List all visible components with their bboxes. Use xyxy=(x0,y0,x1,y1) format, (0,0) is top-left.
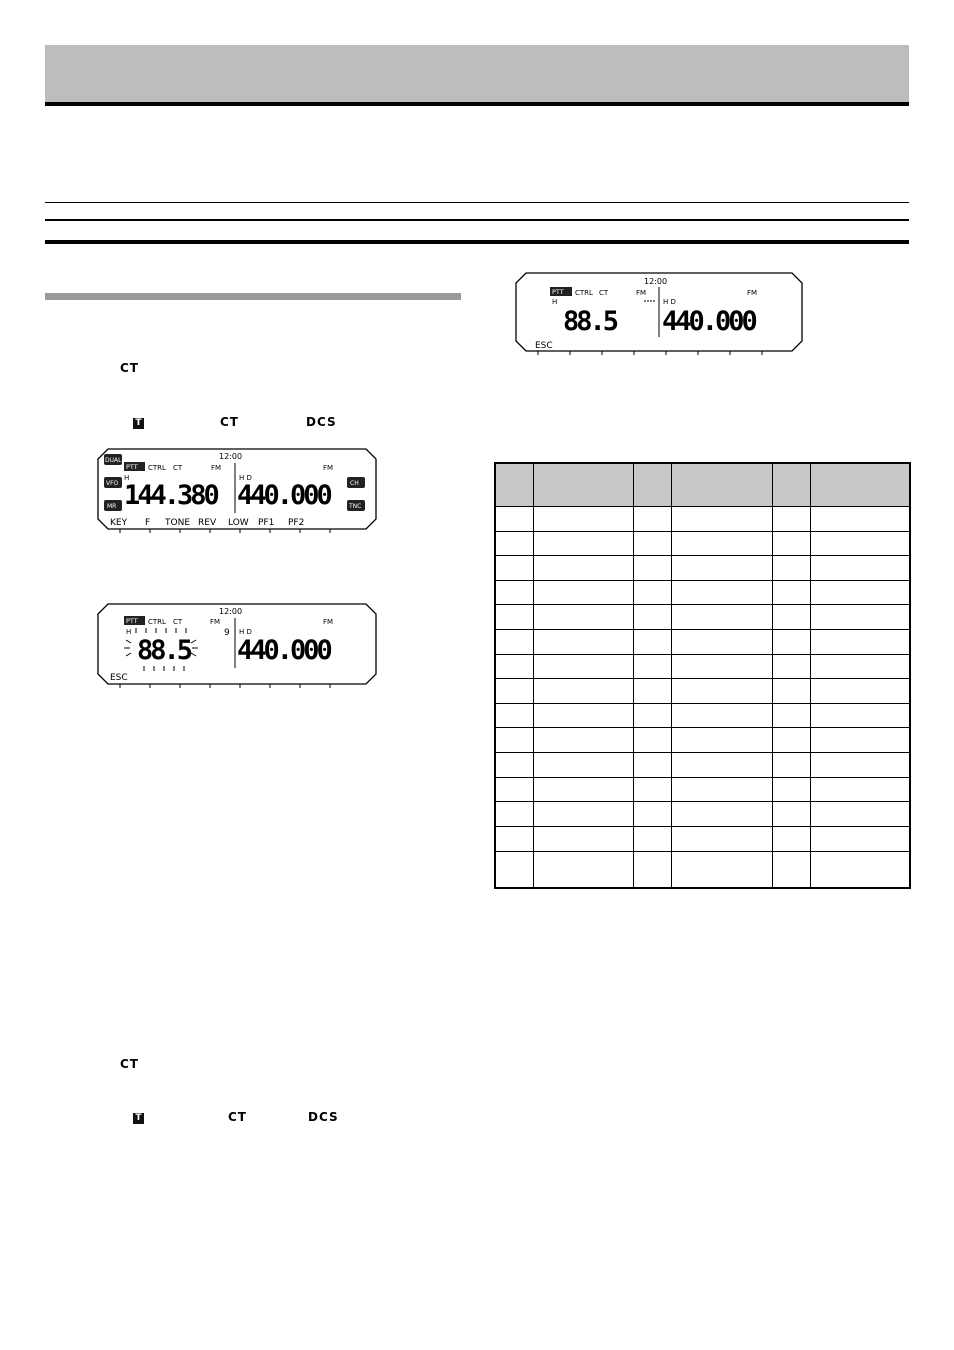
table-cell xyxy=(671,556,772,581)
tone-key-icon: T xyxy=(133,418,144,429)
table-row xyxy=(495,630,910,655)
table-cell xyxy=(495,851,533,888)
table-cell xyxy=(495,556,533,581)
lcd-right-indicators: H D xyxy=(663,298,676,306)
table-cell xyxy=(633,753,671,778)
table-cell xyxy=(633,851,671,888)
table-cell xyxy=(671,753,772,778)
table-cell xyxy=(495,703,533,728)
lcd-right-indicators: H D xyxy=(239,628,252,636)
table-cell xyxy=(772,679,810,704)
table-cell xyxy=(495,531,533,556)
dcs-key-icon: DCS xyxy=(306,415,337,429)
softkey-pf1: PF1 xyxy=(258,518,275,528)
table-cell xyxy=(495,753,533,778)
lcd-tone-value: 88.5 xyxy=(137,635,191,666)
table-cell xyxy=(533,605,633,630)
table-cell xyxy=(495,728,533,753)
table-cell xyxy=(633,679,671,704)
table-cell xyxy=(671,728,772,753)
header-rule xyxy=(45,102,909,106)
table-cell xyxy=(533,556,633,581)
table-cell xyxy=(810,826,910,851)
table-cell xyxy=(633,556,671,581)
table-row xyxy=(495,851,910,888)
lcd-badge-ctrl: CTRL xyxy=(148,618,166,626)
table-cell xyxy=(772,556,810,581)
lcd-right-frequency: 440.000 xyxy=(237,480,330,511)
softkey-key: KEY xyxy=(110,518,128,528)
table-cell xyxy=(533,728,633,753)
column-header xyxy=(495,463,533,507)
lcd-power: H xyxy=(552,298,558,306)
table-cell xyxy=(495,826,533,851)
table-cell xyxy=(671,826,772,851)
table-cell xyxy=(671,507,772,532)
table-cell xyxy=(772,753,810,778)
table-cell xyxy=(533,802,633,827)
table-cell xyxy=(633,630,671,655)
lcd-badge-ptt: PTT xyxy=(126,617,138,625)
table-cell xyxy=(533,753,633,778)
lcd-left-mode: FM xyxy=(636,289,647,297)
table-cell xyxy=(495,605,533,630)
table-cell xyxy=(495,654,533,679)
table-row xyxy=(495,777,910,802)
table-cell xyxy=(671,679,772,704)
lcd-tone-set-display xyxy=(514,271,804,359)
softkey-esc: ESC xyxy=(535,341,553,351)
ct-key-icon: CT xyxy=(220,415,239,429)
dcs-key-icon: DCS xyxy=(308,1110,339,1124)
table-row xyxy=(495,605,910,630)
table-cell xyxy=(810,851,910,888)
lcd-tag-mr: MR xyxy=(107,503,117,510)
table-cell xyxy=(671,703,772,728)
table-cell xyxy=(810,531,910,556)
table-cell xyxy=(495,507,533,532)
lcd-clock: 12:00 xyxy=(644,277,668,286)
table-cell xyxy=(772,531,810,556)
column-header xyxy=(533,463,633,507)
lcd-left-mode: FM xyxy=(211,464,222,472)
table-cell xyxy=(533,679,633,704)
table-cell xyxy=(533,654,633,679)
lcd-tag-ch: CH xyxy=(350,480,359,487)
table-cell xyxy=(633,728,671,753)
table-cell xyxy=(495,802,533,827)
table-cell xyxy=(810,507,910,532)
table-cell xyxy=(671,851,772,888)
lcd-tone-select-display xyxy=(96,602,378,690)
table-row xyxy=(495,802,910,827)
table-cell xyxy=(772,630,810,655)
lcd-right-mode: FM xyxy=(323,618,334,626)
softkey-rev: REV xyxy=(198,518,217,528)
table-cell xyxy=(633,580,671,605)
column-header xyxy=(633,463,671,507)
column-header xyxy=(772,463,810,507)
lcd-right-frequency: 440.000 xyxy=(662,306,755,337)
lcd-right-mode: FM xyxy=(323,464,334,472)
table-row xyxy=(495,556,910,581)
table-cell xyxy=(495,630,533,655)
table-cell xyxy=(810,802,910,827)
section-heading-bar xyxy=(45,293,461,300)
table-cell xyxy=(772,802,810,827)
table-cell xyxy=(533,826,633,851)
table-cell xyxy=(633,802,671,827)
table-cell xyxy=(772,654,810,679)
table-cell xyxy=(633,531,671,556)
lcd-side-mark: 9 xyxy=(224,628,230,638)
lcd-right-indicators: H D xyxy=(239,474,252,482)
lcd-tone-value: 88.5 xyxy=(563,306,617,337)
lcd-main-display xyxy=(96,447,378,535)
lcd-tag-tnc: TNC xyxy=(349,503,362,510)
divider-mid xyxy=(45,219,909,221)
table-cell xyxy=(495,580,533,605)
lcd-left-power: H xyxy=(124,474,130,482)
table-cell xyxy=(810,679,910,704)
table-cell xyxy=(810,703,910,728)
table-row xyxy=(495,826,910,851)
table-cell xyxy=(671,580,772,605)
table-cell xyxy=(533,851,633,888)
tone-key-icon: T xyxy=(133,1113,144,1124)
table-cell xyxy=(810,580,910,605)
table-row xyxy=(495,531,910,556)
lcd-badge-ct: CT xyxy=(173,618,183,626)
table-cell xyxy=(810,654,910,679)
table-cell xyxy=(810,777,910,802)
ct-key-icon: CT xyxy=(120,1057,139,1071)
column-header xyxy=(671,463,772,507)
table-cell xyxy=(533,507,633,532)
table-cell xyxy=(633,605,671,630)
softkey-pf2: PF2 xyxy=(288,518,305,528)
table-cell xyxy=(671,654,772,679)
table-cell xyxy=(533,703,633,728)
table-row xyxy=(495,654,910,679)
table-cell xyxy=(772,851,810,888)
table-cell xyxy=(772,507,810,532)
ct-key-icon: CT xyxy=(228,1110,247,1124)
table-cell xyxy=(633,703,671,728)
table-row xyxy=(495,728,910,753)
table-row xyxy=(495,753,910,778)
table-cell xyxy=(772,703,810,728)
softkey-f: F xyxy=(145,518,151,528)
lcd-badge-ct: CT xyxy=(173,464,183,472)
column-header xyxy=(810,463,910,507)
lcd-badge-ptt: PTT xyxy=(552,288,564,296)
lcd-tag-vfo: VFO xyxy=(106,480,119,487)
table-cell xyxy=(671,630,772,655)
table-cell xyxy=(810,753,910,778)
lcd-clock: 12:00 xyxy=(219,607,243,616)
table-cell xyxy=(671,531,772,556)
table-cell xyxy=(772,605,810,630)
lcd-right-frequency: 440.000 xyxy=(237,635,330,666)
table-cell xyxy=(633,826,671,851)
table-cell xyxy=(633,507,671,532)
table-header-row xyxy=(495,463,910,507)
table-cell xyxy=(810,605,910,630)
table-cell xyxy=(533,531,633,556)
table-cell xyxy=(671,802,772,827)
lcd-left-mode: FM xyxy=(210,618,221,626)
table-cell xyxy=(671,605,772,630)
table-cell xyxy=(772,777,810,802)
divider-thick xyxy=(45,240,909,244)
table-cell xyxy=(772,580,810,605)
table-cell xyxy=(810,556,910,581)
softkey-esc: ESC xyxy=(110,673,128,683)
tone-frequency-table xyxy=(494,462,911,889)
table-cell xyxy=(810,728,910,753)
lcd-badge-ct: CT xyxy=(599,289,609,297)
lcd-power: H xyxy=(126,628,132,636)
table-row xyxy=(495,703,910,728)
table-row xyxy=(495,679,910,704)
table-row xyxy=(495,580,910,605)
lcd-clock: 12:00 xyxy=(219,452,243,461)
table-cell xyxy=(533,777,633,802)
table-cell xyxy=(772,826,810,851)
lcd-right-mode: FM xyxy=(747,289,758,297)
lcd-badge-ctrl: CTRL xyxy=(575,289,593,297)
lcd-badge-ptt: PTT xyxy=(126,463,138,471)
table-cell xyxy=(810,630,910,655)
table-cell xyxy=(495,777,533,802)
table-cell xyxy=(633,777,671,802)
table-cell xyxy=(633,654,671,679)
softkey-low: LOW xyxy=(228,518,249,528)
table-cell xyxy=(533,580,633,605)
divider-thin xyxy=(45,202,909,203)
table-row xyxy=(495,507,910,532)
lcd-tag-dual: DUAL xyxy=(105,457,122,464)
table-cell xyxy=(533,630,633,655)
softkey-tone: TONE xyxy=(165,518,191,528)
ct-key-icon: CT xyxy=(120,361,139,375)
table-cell xyxy=(671,777,772,802)
table-cell xyxy=(772,728,810,753)
table-cell xyxy=(495,679,533,704)
chapter-header-band xyxy=(45,45,909,102)
lcd-left-frequency: 144.380 xyxy=(124,480,217,511)
lcd-badge-ctrl: CTRL xyxy=(148,464,166,472)
